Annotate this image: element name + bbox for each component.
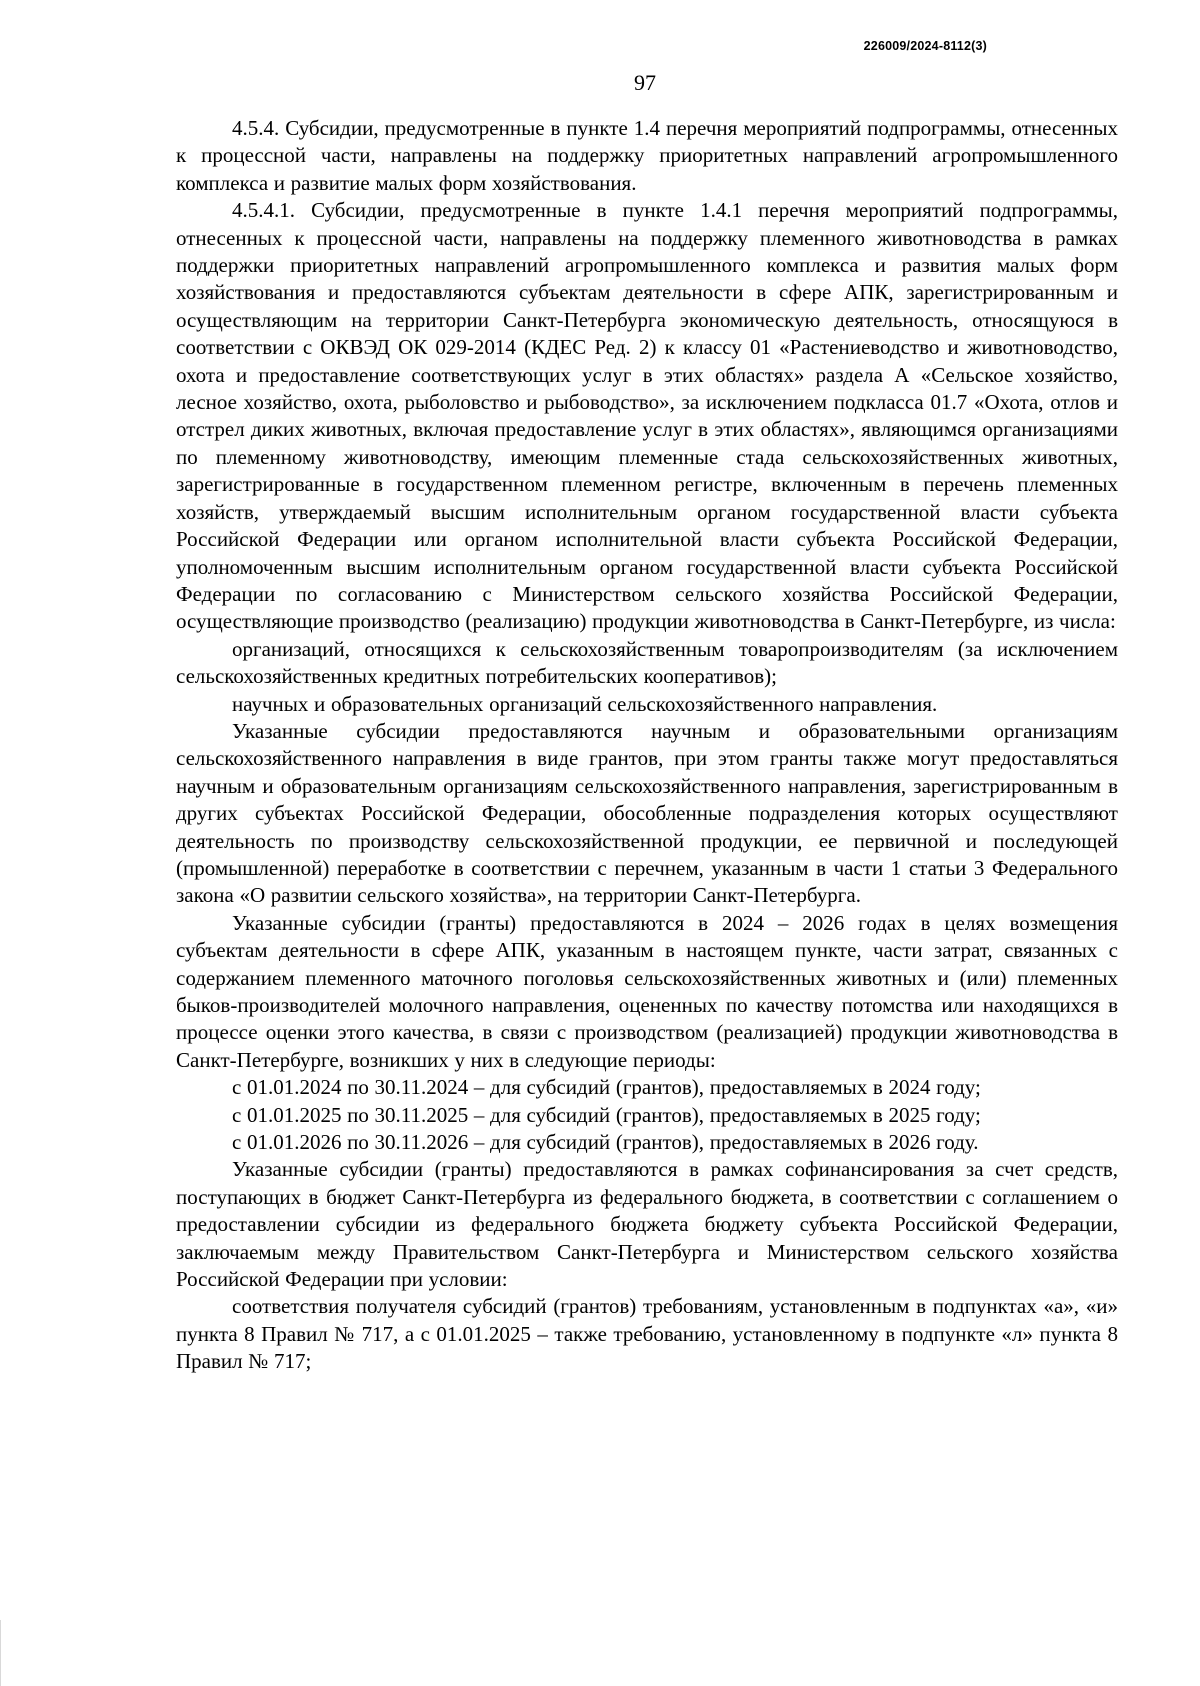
paragraph-agricultural-producers: организаций, относящихся к сельскохозяйственным товаропроизводителям (за исключением сельскохозяйственных кредитных потребительских кооперативов);: [176, 636, 1118, 689]
document-body: [176, 115, 1118, 1376]
period-2026: с 01.01.2026 по 30.11.2026 – для субсидий (грантов), предоставляемых в 2026 году.: [232, 1130, 979, 1155]
document-registration-number: 226009/2024-8112(3): [863, 39, 987, 53]
period-2025: с 01.01.2025 по 30.11.2025 – для субсидий (грантов), предоставляемых в 2025 году;: [232, 1102, 981, 1127]
paragraph-scientific-organizations: научных и образовательных организаций сельскохозяйственного направления.: [232, 691, 938, 716]
paragraph-reimbursement-periods: Указанные субсидии (гранты) предоставляются в 2024 – 2026 годах в целях возмещения субъектам деятельности в сфере АПК, указанным в настоящем пункте, части затрат, связанных с содержанием племенного маточного поголовья сельскохозяйственных животных и (или) племенных быков-производителей молочного направления, оцененных по качеству потомства или находящихся в процессе оценки этого качества, в связи с производством (реализацией) продукции животноводства в Санкт-Петербурге, возникших у них в следующие периоды:: [176, 910, 1118, 1072]
scan-edge-mark: [0, 1620, 1, 1686]
paragraph-grants: Указанные субсидии предоставляются научным и образовательными организациям сельскохозяйственного направления в виде грантов, при этом гранты также могут предоставляться научным и образовательным организациям сельскохозяйственного направления, зарегистрированным в других субъектах Российской Федерации, обособленные подразделения которых осуществляют деятельность по производству сельскохозяйственной продукции, ее первичной и последующей (промышленной) переработке в соответствии с перечнем, указанным в части 1 статьи 3 Федерального закона «О развитии сельского хозяйства», на территории Санкт-Петербурга.: [176, 718, 1118, 908]
paragraph-4-5-4: 4.5.4. Субсидии, предусмотренные в пункте 1.4 перечня мероприятий подпрограммы, отнесенных к процессной части, направлены на поддержку приоритетных направлений агропромышленного комплекса и развитие малых форм хозяйствования.: [176, 116, 1118, 195]
period-2024: с 01.01.2024 по 30.11.2024 – для субсидий (грантов), предоставляемых в 2024 году;: [232, 1075, 981, 1100]
paragraph-cofinancing: Указанные субсидии (гранты) предоставляются в рамках софинансирования за счет средств, поступающих в бюджет Санкт-Петербурга из федерального бюджета, в соответствии с соглашением о предоставлении субсидии из федерального бюджета бюджету субъекта Российской Федерации, заключаемым между Правительством Санкт-Петербурга и Министерством сельского хозяйства Российской Федерации при условии:: [176, 1157, 1118, 1292]
page-number: 97: [634, 70, 656, 95]
paragraph-4-5-4-1: 4.5.4.1. Субсидии, предусмотренные в пункте 1.4.1 перечня мероприятий подпрограммы, отнесенных к процессной части, направлены на поддержку племенного животноводства в рамках поддержки приоритетных направлений агропромышленного комплекса и развития малых форм хозяйствования и предоставляются субъектам деятельности в сфере АПК, зарегистрированным и осуществляющим на территории Санкт-Петербурга экономическую деятельность, относящуюся в соответствии с ОКВЭД ОК 029-2014 (КДЕС Ред. 2) к классу 01 «Растениеводство и животноводство, охота и предоставление соответствующих услуг в этих областях» раздела А «Сельское хозяйство, лесное хозяйство, охота, рыболовство и рыбоводство», за исключением подкласса 01.7 «Охота, отлов и отстрел диких животных, включая предоставление услуг в этих областях», являющимся организациями по племенному животноводству, имеющим племенные стада сельскохозяйственных животных, зарегистрированные в государственном племенном регистре, включенным в перечень племенных хозяйств, утверждаемый высшим исполнительным органом государственной власти субъекта Российской Федерации или органом исполнительной власти субъекта Российской Федерации, уполномоченным высшим исполнительным органом государственной власти субъекта Российской Федерации по согласованию с Министерством сельского хозяйства Российской Федерации, осуществляющие производство (реализацию) продукции животноводства в Санкт-Петербурге, из числа:: [176, 198, 1118, 634]
paragraph-requirements: соответствия получателя субсидий (грантов) требованиям, установленным в подпунктах «а», «и» пункта 8 Правил № 717, а с 01.01.2025 – также требованию, установленному в подпункте «л» пункта 8 Правил № 717;: [176, 1294, 1118, 1374]
